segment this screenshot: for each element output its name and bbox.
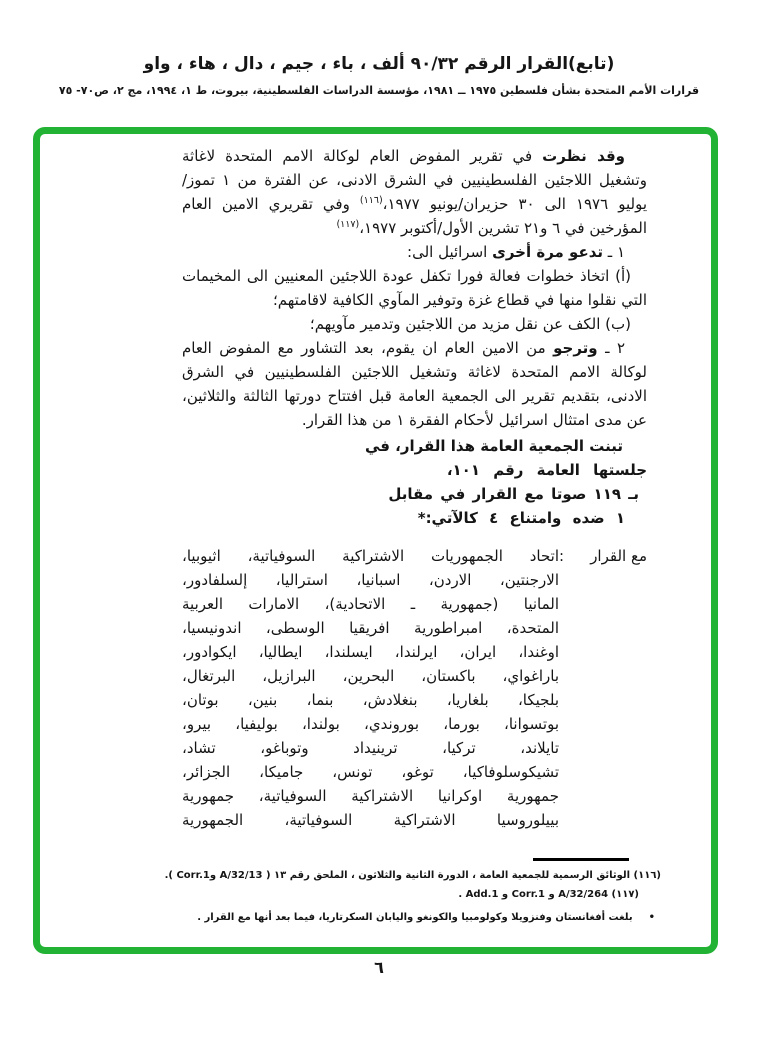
country-list-line: اوغندا، ايران، ايرلندا، ايسلندا، ايطاليا، ايكوادور، [182, 643, 559, 661]
country-list-line: تشيكوسلوفاكيا، توغو، تونس، جاميكا، الجزائر، [182, 763, 559, 781]
subitem-b: (ب) الكف عن نقل مزيد من اللاجئين وتدمير مآويهم؛ [309, 315, 631, 333]
item-1-text: اسرائيل الى: [407, 243, 493, 261]
vote-result-block [182, 544, 647, 832]
subitem-a: (أ) اتخاذ خطوات فعالة فورا تكفل عودة اللاجئين المعنيين الى المخيمات التي نقلوا منها في قطاع غزة وتوفير المآوي الكافية لاقامتهم؛ [182, 267, 647, 309]
item-1-lead: تدعو مرة أخرى [492, 243, 603, 261]
footnote-separator-rule [533, 858, 629, 861]
footnote-117: (١١٧) A/32/264 و Corr.1 و Add.1 . [458, 889, 639, 900]
footnotes-section [156, 858, 661, 925]
page-number: ٦ [374, 958, 384, 977]
country-list-line: باراغواي، باكستان، البحرين، البرازيل، البرتغال، [182, 667, 559, 685]
preamble-text-2: وفي تقريري الامين العام المؤرخين في ٦ و٢١ تشرين الأول/أكتوبر ١٩٧٧، [182, 195, 647, 237]
adoption-statement [182, 434, 647, 530]
asterisk-note-text: بلغت أفغانستان وفنزويلا وكولومبيا والكونغو واليابان السكرتاريا، فيما بعد أنها مع القرار . [197, 912, 633, 923]
source-citation: قرارات الأمم المتحدة بشأن فلسطين ١٩٧٥ ــ ١٩٨١، مؤسسة الدراسات الفلسطينية، بيروت، ط ١، ١٩٩٤، مج ٢، ص٧٠- ٧٥ [58, 84, 700, 97]
country-list-line: بييلوروسيا الاشتراكية السوفياتية، الجمهورية [182, 811, 559, 829]
resolution-body [182, 144, 647, 832]
vote-label-colon: : [559, 547, 565, 565]
asterisk-note [156, 911, 655, 925]
preamble-paragraph [182, 144, 647, 240]
vote-label-text: مع القرار [590, 547, 647, 565]
operative-paragraph-1 [182, 240, 647, 264]
operative-paragraph-2 [182, 336, 647, 432]
resolution-title: (تابع)القرار الرقم ٩٠/٣٢ ألف ، باء ، جيم ، دال ، هاء ، واو [143, 54, 615, 74]
bullet-icon: • [648, 912, 655, 923]
country-list-line: تايلاند، تركيا، ترينيداد وتوباغو، تشاد، [182, 739, 559, 757]
country-list-line: المتحدة، امبراطورية افريقيا الوسطى، اندونيسيا، [182, 619, 559, 637]
country-list-line: الارجنتين، الاردن، اسبانيا، استراليا، إلسلفادور، [182, 571, 559, 589]
countries-in-favour-list [182, 544, 559, 832]
page-header [0, 54, 758, 97]
country-list-line: المانيا (جمهورية ـ الاتحادية)، الامارات العربية [182, 595, 559, 613]
item-2-lead: وترجو [553, 339, 598, 357]
item-1-number: ١ ـ [603, 243, 625, 261]
item-2-text: من الامين العام ان يقوم، بعد التشاور مع المفوض العام لوكالة الامم المتحدة لاغاثة وتشغيل اللاجئين الفلسطينيين في الشرق الادنى، بتقديم تقرير الى الجمعية العامة قبل افتتاح دورتها الثالثة والثلاثين، عن مدى امتثال اسرائيل لأحكام الفقرة ١ من هذا القرار. [182, 339, 647, 429]
adoption-line: بـ ١١٩ صوتا مع القرار في مقابل [388, 485, 639, 503]
country-list-line: اتحاد الجمهوريات الاشتراكية السوفياتية، اثيوبيا، [182, 547, 559, 565]
country-list-line: جمهورية اوكرانيا الاشتراكية السوفياتية، جمهورية [182, 787, 559, 805]
preamble-text: في تقرير المفوض العام لوكالة الامم المتحدة لاغاثة وتشغيل اللاجئين الفلسطينيين في الشرق الادنى، عن الفترة من ١ تموز/يوليو ١٩٧٦ الى ٣٠ حزيران/يونيو ١٩٧٧، [182, 147, 647, 213]
preamble-lead: وقد نظرت [542, 147, 625, 165]
country-list-line: بلجيكا، بلغاريا، بنغلادش، بنما، بنين، بوتان، [182, 691, 559, 709]
adoption-line: تبنت الجمعية العامة هذا القرار، في [364, 437, 623, 455]
footnote-ref-117: (١١٧) [336, 219, 360, 230]
footnote-ref-116: (١١٦) [359, 195, 383, 206]
item-2-number: ٢ ـ [597, 339, 625, 357]
vote-label [559, 544, 647, 832]
adoption-line: جلستها العامة رقم ١٠١، [446, 461, 647, 479]
footnote-116: (١١٦) الوثائق الرسمية للجمعية العامة ، الدورة الثانية والثلاثون ، الملحق رقم ١٣ ( A/32/13 وCorr.1 ). [164, 870, 661, 881]
adoption-line: ١ ضده وامتناع ٤ كالآتي:* [417, 509, 625, 527]
country-list-line: بوتسوانا، بورما، بوروندي، بولندا، بوليفيا، بيرو، [182, 715, 559, 733]
document-border-frame [33, 127, 718, 954]
